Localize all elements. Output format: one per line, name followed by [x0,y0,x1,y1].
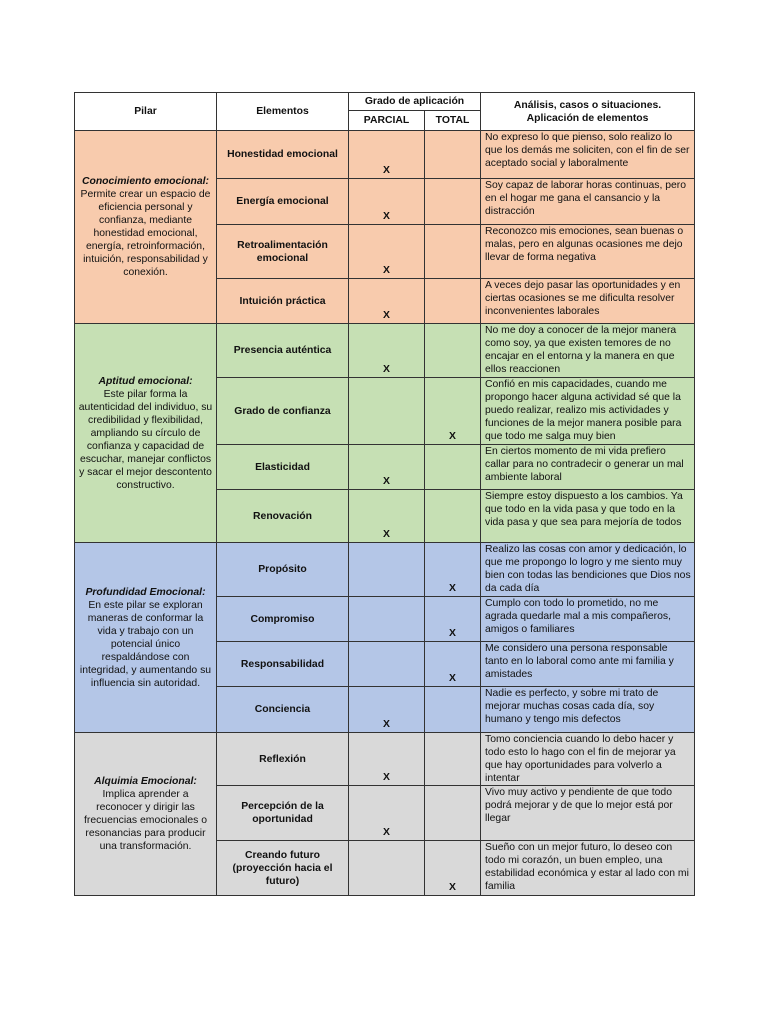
total-cell [425,225,481,279]
check-mark: X [383,211,390,222]
total-cell [425,687,481,733]
analysis-cell: Sueño con un mejor futuro, lo deseo con todo mi corazón, un buen empleo, una estabilidad económica y estar al lado con mi familia [481,841,695,896]
check-mark: X [449,583,456,594]
check-mark: X [383,265,390,276]
analysis-cell: A veces dejo pasar las oportunidades y en ciertas ocasiones se me dificulta resolver inconvenientes laborales [481,279,695,324]
element-cell: Energía emocional [217,179,349,225]
header-elementos: Elementos [217,93,349,131]
parcial-cell [349,543,425,597]
check-mark: X [383,364,390,375]
parcial-cell [349,687,425,733]
check-mark: X [383,772,390,783]
total-cell [425,179,481,225]
table-row [75,543,695,597]
check-mark: X [383,310,390,321]
parcial-cell [349,179,425,225]
header-total: TOTAL [425,111,481,131]
parcial-cell [349,131,425,179]
analysis-cell: Soy capaz de laborar horas continuas, pero en el hogar me gana el cansancio y la distracción [481,179,695,225]
element-cell: Responsabilidad [217,642,349,687]
pillar-description: Implica aprender a reconocer y dirigir las frecuencias emocionales o resonancias para producir una transformación. [83,789,208,852]
parcial-cell [349,279,425,324]
pillar-description: En este pilar se exploran maneras de conformar la vida y trabajo con un potencial único respaldándose con integridad, y aumentando su influencia sin autoridad. [79,599,212,689]
check-mark: X [449,431,456,442]
element-cell: Reflexión [217,733,349,786]
parcial-cell [349,225,425,279]
element-cell: Creando futuro (proyección hacia el futuro) [217,841,349,896]
element-cell: Conciencia [217,687,349,733]
element-cell: Retroalimentación emocional [217,225,349,279]
analysis-cell: Confió en mis capacidades, cuando me propongo hacer alguna actividad sé que la puedo realizar, realizo mis actividades y funciones de la mejor manera posible para que todo me salga muy bien [481,378,695,445]
analysis-cell: Vivo muy activo y pendiente de que todo podrá mejorar y de que lo mejor está por llegar [481,786,695,841]
pillar-cell [75,733,217,896]
table-row [75,324,695,378]
total-cell [425,131,481,179]
parcial-cell [349,642,425,687]
element-cell: Grado de confianza [217,378,349,445]
emotional-pillars-table [74,92,695,896]
check-mark: X [383,476,390,487]
analysis-cell: No me doy a conocer de la mejor manera como soy, ya que existen temores de no encajar en el entorna y la manera en que ellos reaccionen [481,324,695,378]
header-grado: Grado de aplicación [349,93,481,111]
header-analisis-line1: Análisis, casos o situaciones. [513,99,662,111]
analysis-cell: Reconozco mis emociones, sean buenas o malas, pero en algunas ocasiones me dejo llevar de forma negativa [481,225,695,279]
analysis-cell: En ciertos momento de mi vida prefiero callar para no contradecir o generar un mal ambiente laboral [481,445,695,490]
analysis-cell: Me considero una persona responsable tanto en lo laboral como ante mi familia y amistades [481,642,695,687]
check-mark: X [449,882,456,893]
pillar-title: Conocimiento emocional: [81,176,209,187]
total-cell [425,543,481,597]
check-mark: X [383,719,390,730]
check-mark: X [383,165,390,176]
total-cell [425,597,481,642]
pillar-cell [75,543,217,733]
analysis-cell: Tomo conciencia cuando lo debo hacer y todo esto lo hago con el fin de mejorar ya que hay oportunidades para volverlo a intentar [481,733,695,786]
check-mark: X [383,529,390,540]
total-cell [425,841,481,896]
element-cell: Percepción de la oportunidad [217,786,349,841]
total-cell [425,733,481,786]
table-row [75,131,695,179]
table-row [75,733,695,786]
analysis-cell: No expreso lo que pienso, solo realizo lo que los demás me soliciten, con el fin de ser aceptado social y laboralmente [481,131,695,179]
element-cell: Intuición práctica [217,279,349,324]
pillar-cell [75,131,217,324]
parcial-cell [349,841,425,896]
pillar-title: Profundidad Emocional: [85,586,206,598]
header-analisis-line2: Aplicación de elementos [526,112,649,124]
pillar-title: Aptitud emocional: [98,375,193,387]
parcial-cell [349,597,425,642]
pillar-title: Alquimia Emocional: [94,776,197,787]
analysis-cell: Siempre estoy dispuesto a los cambios. Ya que todo en la vida pasa y que todo en la vida pasa y que sea para mejoría de todos [481,490,695,543]
analysis-cell: Cumplo con todo lo prometido, no me agrada quedarle mal a mis compañeros, amigos o familiares [481,597,695,642]
element-cell: Propósito [217,543,349,597]
parcial-cell [349,786,425,841]
total-cell [425,324,481,378]
check-mark: X [449,673,456,684]
element-cell: Renovación [217,490,349,543]
table-body [75,131,695,896]
total-cell [425,490,481,543]
parcial-cell [349,324,425,378]
check-mark: X [449,628,456,639]
pillar-description: Este pilar forma la autenticidad del individuo, su credibilidad y flexibilidad, ampliando su círculo de confianza y capacidad de escuchar, manejar conflictos y sacar el mejor descontento constructivo. [78,388,213,491]
total-cell [425,642,481,687]
header-parcial: PARCIAL [349,111,425,131]
total-cell [425,445,481,490]
parcial-cell [349,378,425,445]
header-pilar: Pilar [75,93,217,131]
analysis-cell: Realizo las cosas con amor y dedicación, lo que me propongo lo logro y me siento muy bien con todas las bendiciones que Dios nos da cada día [481,543,695,597]
pillar-cell [75,324,217,543]
header-analisis [481,93,695,131]
parcial-cell [349,445,425,490]
element-cell: Compromiso [217,597,349,642]
check-mark: X [383,827,390,838]
element-cell: Presencia auténtica [217,324,349,378]
element-cell: Honestidad emocional [217,131,349,179]
total-cell [425,786,481,841]
pillar-description: Permite crear un espacio de eficiencia personal y confianza, mediante honestidad emocional, energía, retroinformación, intuición, responsabilidad y conexión. [80,189,211,278]
element-cell: Elasticidad [217,445,349,490]
total-cell [425,378,481,445]
parcial-cell [349,733,425,786]
total-cell [425,279,481,324]
analysis-cell: Nadie es perfecto, y sobre mi trato de mejorar muchas cosas cada día, soy humano y tengo mis defectos [481,687,695,733]
parcial-cell [349,490,425,543]
